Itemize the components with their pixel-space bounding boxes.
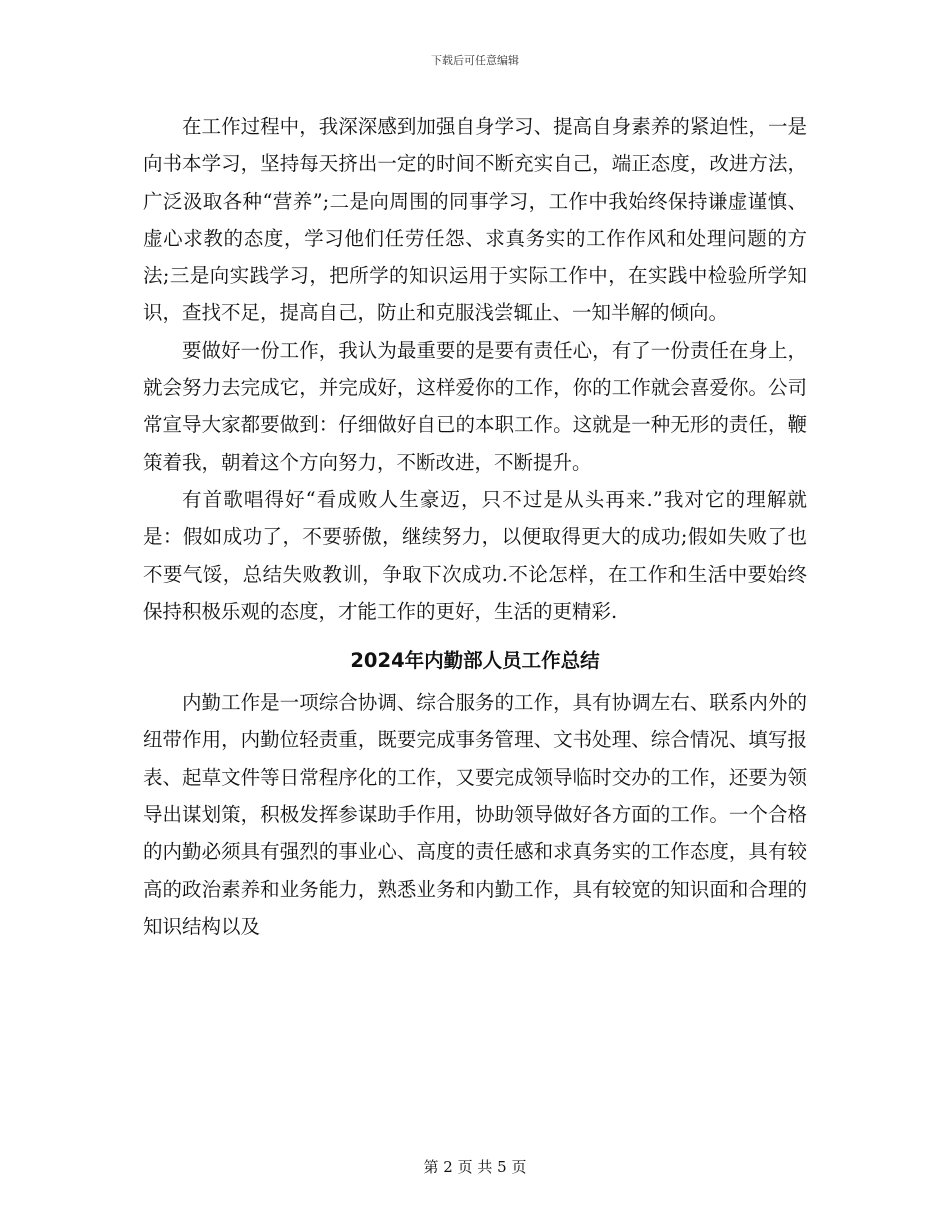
- header-note: 下载后可任意编辑: [431, 54, 519, 67]
- paragraph-study: 在工作过程中，我深深感到加强自身学习、提高自身素养的紧迫性，一是向书本学习，坚持每天挤出一定的时间不断充实自己，端正态度，改进方法，广泛汲取各种“营养”;二是向周围的同事学习，工作中我始终保持谦虚谨慎、虚心求教的态度，学习他们任劳任怨、求真务实的工作作风和处理问题的方法;三是向实践学习，把所学的知识运用于实际工作中，在实践中检验所学知识，查找不足，提高自己，防止和克服浅尝辄止、一知半解的倾向。: [143, 115, 807, 325]
- paragraph-office-work: 内勤工作是一项综合协调、综合服务的工作，具有协调左右、联系内外的纽带作用，内勤位轻责重，既要完成事务管理、文书处理、综合情况、填写报表、起草文件等日常程序化的工作，又要完成领导临时交办的工作，还要为领导出谋划策，积极发挥参谋助手作用，协助领导做好各方面的工作。一个合格的内勤必须具有强烈的事业心、高度的责任感和求真务实的工作态度，具有较高的政治素养和业务能力，熟悉业务和内勤工作，具有较宽的知识面和合理的知识结构以及: [143, 691, 807, 938]
- section-title: 2024年内勤部人员工作总结: [350, 649, 600, 673]
- page-number: 第 2 页 共 5 页: [423, 1158, 527, 1176]
- paragraph-responsibility: 要做好一份工作，我认为最重要的是要有责任心，有了一份责任在身上，就会努力去完成它，并完成好，这样爱你的工作，你的工作就会喜爱你。公司常宣导大家都要做到：仔细做好自已的本职工作。这就是一种无形的责任，鞭策着我，朝着这个方向努力，不断改进，不断提升。: [143, 338, 807, 474]
- paragraph-song: 有首歌唱得好“看成败人生豪迈，只不过是从头再来.”我对它的理解就是：假如成功了，不要骄傲，继续努力，以便取得更大的成功;假如失败了也不要气馁，总结失败教训，争取下次成功.不论怎样，在工作和生活中要始终保持积极乐观的态度，才能工作的更好，生活的更精彩.: [143, 487, 807, 623]
- document-body: [143, 108, 807, 945]
